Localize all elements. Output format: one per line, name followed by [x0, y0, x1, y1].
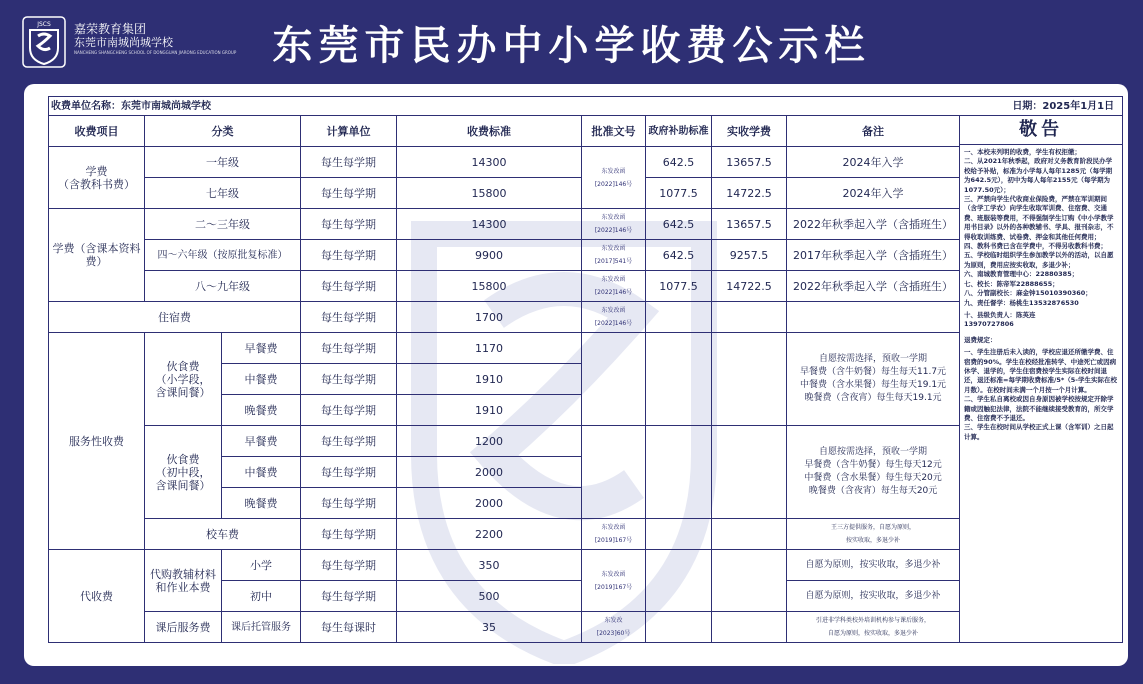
notice-contact-phone: 13970727806: [964, 320, 1014, 329]
fee-table: [48, 96, 1123, 643]
lunch-label: 中餐费: [222, 457, 301, 488]
approval-cell: 东发改 [2023]60号: [582, 612, 646, 643]
subsidy-cell: 1077.5: [646, 178, 712, 209]
remark-books-primary: 自愿为原则，按实收取，多退少补: [787, 550, 960, 581]
notice-contact-label: 十、县级负责人：陈英连: [964, 310, 1036, 319]
unit-cell: 每生每学期: [301, 395, 397, 426]
col-header-actual: 实收学费: [712, 116, 787, 147]
subsidy-cell: 642.5: [646, 240, 712, 271]
fee-p-breakfast: 1170: [397, 333, 582, 364]
actual-g7: 14722.5: [712, 178, 787, 209]
logo-badge-text: JSCS: [37, 21, 51, 28]
fee-m-lunch: 2000: [397, 457, 582, 488]
unit-cell: 每生每学期: [301, 271, 397, 302]
remark-g7: 2024年入学: [787, 178, 960, 209]
unit-cell: 每生每学期: [301, 147, 397, 178]
fee-books-middle: 500: [397, 581, 582, 612]
unit-cell: 每生每学期: [301, 302, 397, 333]
approval-cell: 东发改函 [2017]541号: [582, 240, 646, 271]
approval-cell: 东发改函 [2022]146号: [582, 302, 646, 333]
approval-cell: 东发改函 [2022]146号: [582, 271, 646, 302]
row-label-tuition-books: 学费 （含教科书费）: [49, 147, 145, 209]
approval-cell: 东发改函 [2022]146号: [582, 147, 646, 209]
fee-dorm: 1700: [397, 302, 582, 333]
fee-panel: [24, 84, 1128, 666]
col-header-remark: 备注: [787, 116, 960, 147]
after-school-care-label: 课后托管服务: [222, 612, 301, 643]
grade-7: 七年级: [145, 178, 301, 209]
logo-school-name: 东莞市南城尚城学校: [74, 36, 173, 49]
page-title: 东莞市民办中小学收费公示栏: [272, 22, 871, 69]
col-header-unit: 计算单位: [301, 116, 397, 147]
fee-books-primary: 350: [397, 550, 582, 581]
unit-cell: 每生每学期: [301, 240, 397, 271]
remark-bus: 王三方提供服务，自愿为原则， 按实收取，多退少补: [787, 519, 960, 550]
grade-1: 一年级: [145, 147, 301, 178]
col-header-standard: 收费标准: [397, 116, 582, 147]
unit-cell: 每生每学期: [301, 550, 397, 581]
grade-2-3: 二～三年级: [145, 209, 301, 240]
fee-g1: 14300: [397, 147, 582, 178]
middle-label: 初中: [222, 581, 301, 612]
breakfast-label: 早餐费: [222, 333, 301, 364]
fee-m-breakfast: 1200: [397, 426, 582, 457]
unit-cell: 每生每学期: [301, 333, 397, 364]
approval-cell: 东发改函 [2019]167号: [582, 550, 646, 612]
unit-cell: 每生每课时: [301, 612, 397, 643]
approval-cell: 东发改函 [2019]167号: [582, 519, 646, 550]
subsidy-cell: 642.5: [646, 147, 712, 178]
remark-after-school: 引进非学科类校外培训机构参与课后服务， 自愿为原则，按实收取，多退少补: [787, 612, 960, 643]
subsidy-cell: 642.5: [646, 209, 712, 240]
notice-column: [960, 116, 1123, 643]
fee-unit-name: 收费单位名称：东莞市南城尚城学校: [49, 97, 582, 116]
col-header-subsidy: 政府补助标准: [646, 116, 712, 147]
remark-g89: 2022年秋季起入学（含插班生）: [787, 271, 960, 302]
logo-group-name: 嘉荣教育集团: [74, 22, 147, 36]
unit-cell: 每生每学期: [301, 364, 397, 395]
primary-label: 小学: [222, 550, 301, 581]
grade-4-6: 四～六年级（按原批复标准）: [145, 240, 301, 271]
col-header-approval: 批准文号: [582, 116, 646, 147]
row-label-tuition-materials: 学费（含课本资料费）: [49, 209, 145, 302]
remark-g46: 2017年秋季起入学（含插班生）: [787, 240, 960, 271]
actual-g46: 9257.5: [712, 240, 787, 271]
notice-title: 敬告: [960, 116, 1122, 145]
dinner-label: 晚餐费: [222, 488, 301, 519]
meal-primary-label: 伙食费 （小学段， 含课间餐）: [145, 333, 222, 426]
meal-middle-label: 伙食费 （初中段， 含课间餐）: [145, 426, 222, 519]
remark-meal-middle: 自愿按需选择，预收一学期 早餐费（含牛奶餐）每生每天12元 中餐费（含水果餐）每生每天20元 晚餐费（含夜宵）每生每天20元: [787, 426, 960, 519]
unit-cell: 每生每学期: [301, 209, 397, 240]
dinner-label: 晚餐费: [222, 395, 301, 426]
remark-g23: 2022年秋季起入学（含插班生）: [787, 209, 960, 240]
unit-cell: 每生每学期: [301, 488, 397, 519]
fee-date: 日期：2025年1月1日: [582, 97, 1123, 116]
fee-bus: 2200: [397, 519, 582, 550]
fee-g89: 15800: [397, 271, 582, 302]
approval-cell: 东发改函 [2022]146号: [582, 209, 646, 240]
col-header-category: 分类: [145, 116, 301, 147]
notice-refund-title: 退费规定：: [964, 335, 997, 344]
after-school-label: 课后服务费: [145, 612, 222, 643]
notice-body: 一、本校未列明的收费，学生有权拒缴； 二、从2021年秋季起，政府对义务教育阶段民办学校给予补贴，标准为小学每人每年1285元（每学期为642.5元），初中为每人每年2155元（每学期为1077.50元）； 三、严禁向学生代收商业保险费，严禁在军训期间（含学工学农）向学生收取军训费、住宿费、交通费、班服装等费用，不得强制学生订购《中小学教学用书目录》以外的各种教辅书、学具、报刊杂志，不得收取训练费、试卷费、押金和其他任何费用； 四、教科书费已含在学费中，不得另收教科书费； 五、学校临时组织学生参加教学以外的活动，以自愿为原则，费用应按实收取，多退少补； 六、南城教育管理中心：22880385； 七、校长：陈帝军22888655； 八、分管副校长：麻金钟15010390360； 九、责任督学：杨桃生13532876530: [964, 148, 1114, 307]
header: [0, 0, 1143, 88]
fee-g46: 9900: [397, 240, 582, 271]
remark-meal-primary: 自愿按需选择，预收一学期 早餐费（含牛奶餐）每生每天11.7元 中餐费（含水果餐）每生每天19.1元 晚餐费（含夜宵）每生每天19.1元: [787, 333, 960, 426]
books-materials-label: 代购教辅材料和作业本费: [145, 550, 222, 612]
unit-cell: 每生每学期: [301, 581, 397, 612]
logo-english-name: NANCHENG SHANGCHENG SCHOOL OF DONGGUAN JIARONG EDUCATION GROUP: [74, 50, 237, 55]
fee-after-school: 35: [397, 612, 582, 643]
unit-cell: 每生每学期: [301, 519, 397, 550]
fee-g7: 15800: [397, 178, 582, 209]
notice-refund-body: 一、学生注册后未入读的，学校应退还所缴学费、住宿费的90%。学生在校经批准转学、中途死亡或因病休学、退学的，学生住宿费按学生实际在校时间退还，退还标准=每学期收费标准/5*（5-学生实际在校月数）。在校时间未满一个月按一个月计算。 二、学生私自离校或因自身原因被学校按规定开除学籍或因触犯法律，法院不能继续接受教育的，所交学费、住宿费不予退还。 三、学生在校时间从学校正式上课（含军训）之日起计算。: [964, 348, 1118, 441]
row-label-agency: 代收费: [49, 550, 145, 643]
lunch-label: 中餐费: [222, 364, 301, 395]
fee-p-lunch: 1910: [397, 364, 582, 395]
subsidy-cell: 1077.5: [646, 271, 712, 302]
bus-label: 校车费: [145, 519, 301, 550]
unit-cell: 每生每学期: [301, 457, 397, 488]
row-label-service: 服务性收费: [49, 333, 145, 550]
unit-cell: 每生每学期: [301, 178, 397, 209]
fee-p-dinner: 1910: [397, 395, 582, 426]
actual-g1: 13657.5: [712, 147, 787, 178]
fee-g23: 14300: [397, 209, 582, 240]
breakfast-label: 早餐费: [222, 426, 301, 457]
grade-8-9: 八～九年级: [145, 271, 301, 302]
col-header-item: 收费项目: [49, 116, 145, 147]
unit-cell: 每生每学期: [301, 426, 397, 457]
remark-books-middle: 自愿为原则，按实收取，多退少补: [787, 581, 960, 612]
row-label-dorm: 住宿费: [49, 302, 301, 333]
actual-g23: 13657.5: [712, 209, 787, 240]
remark-g1: 2024年入学: [787, 147, 960, 178]
actual-g89: 14722.5: [712, 271, 787, 302]
fee-m-dinner: 2000: [397, 488, 582, 519]
